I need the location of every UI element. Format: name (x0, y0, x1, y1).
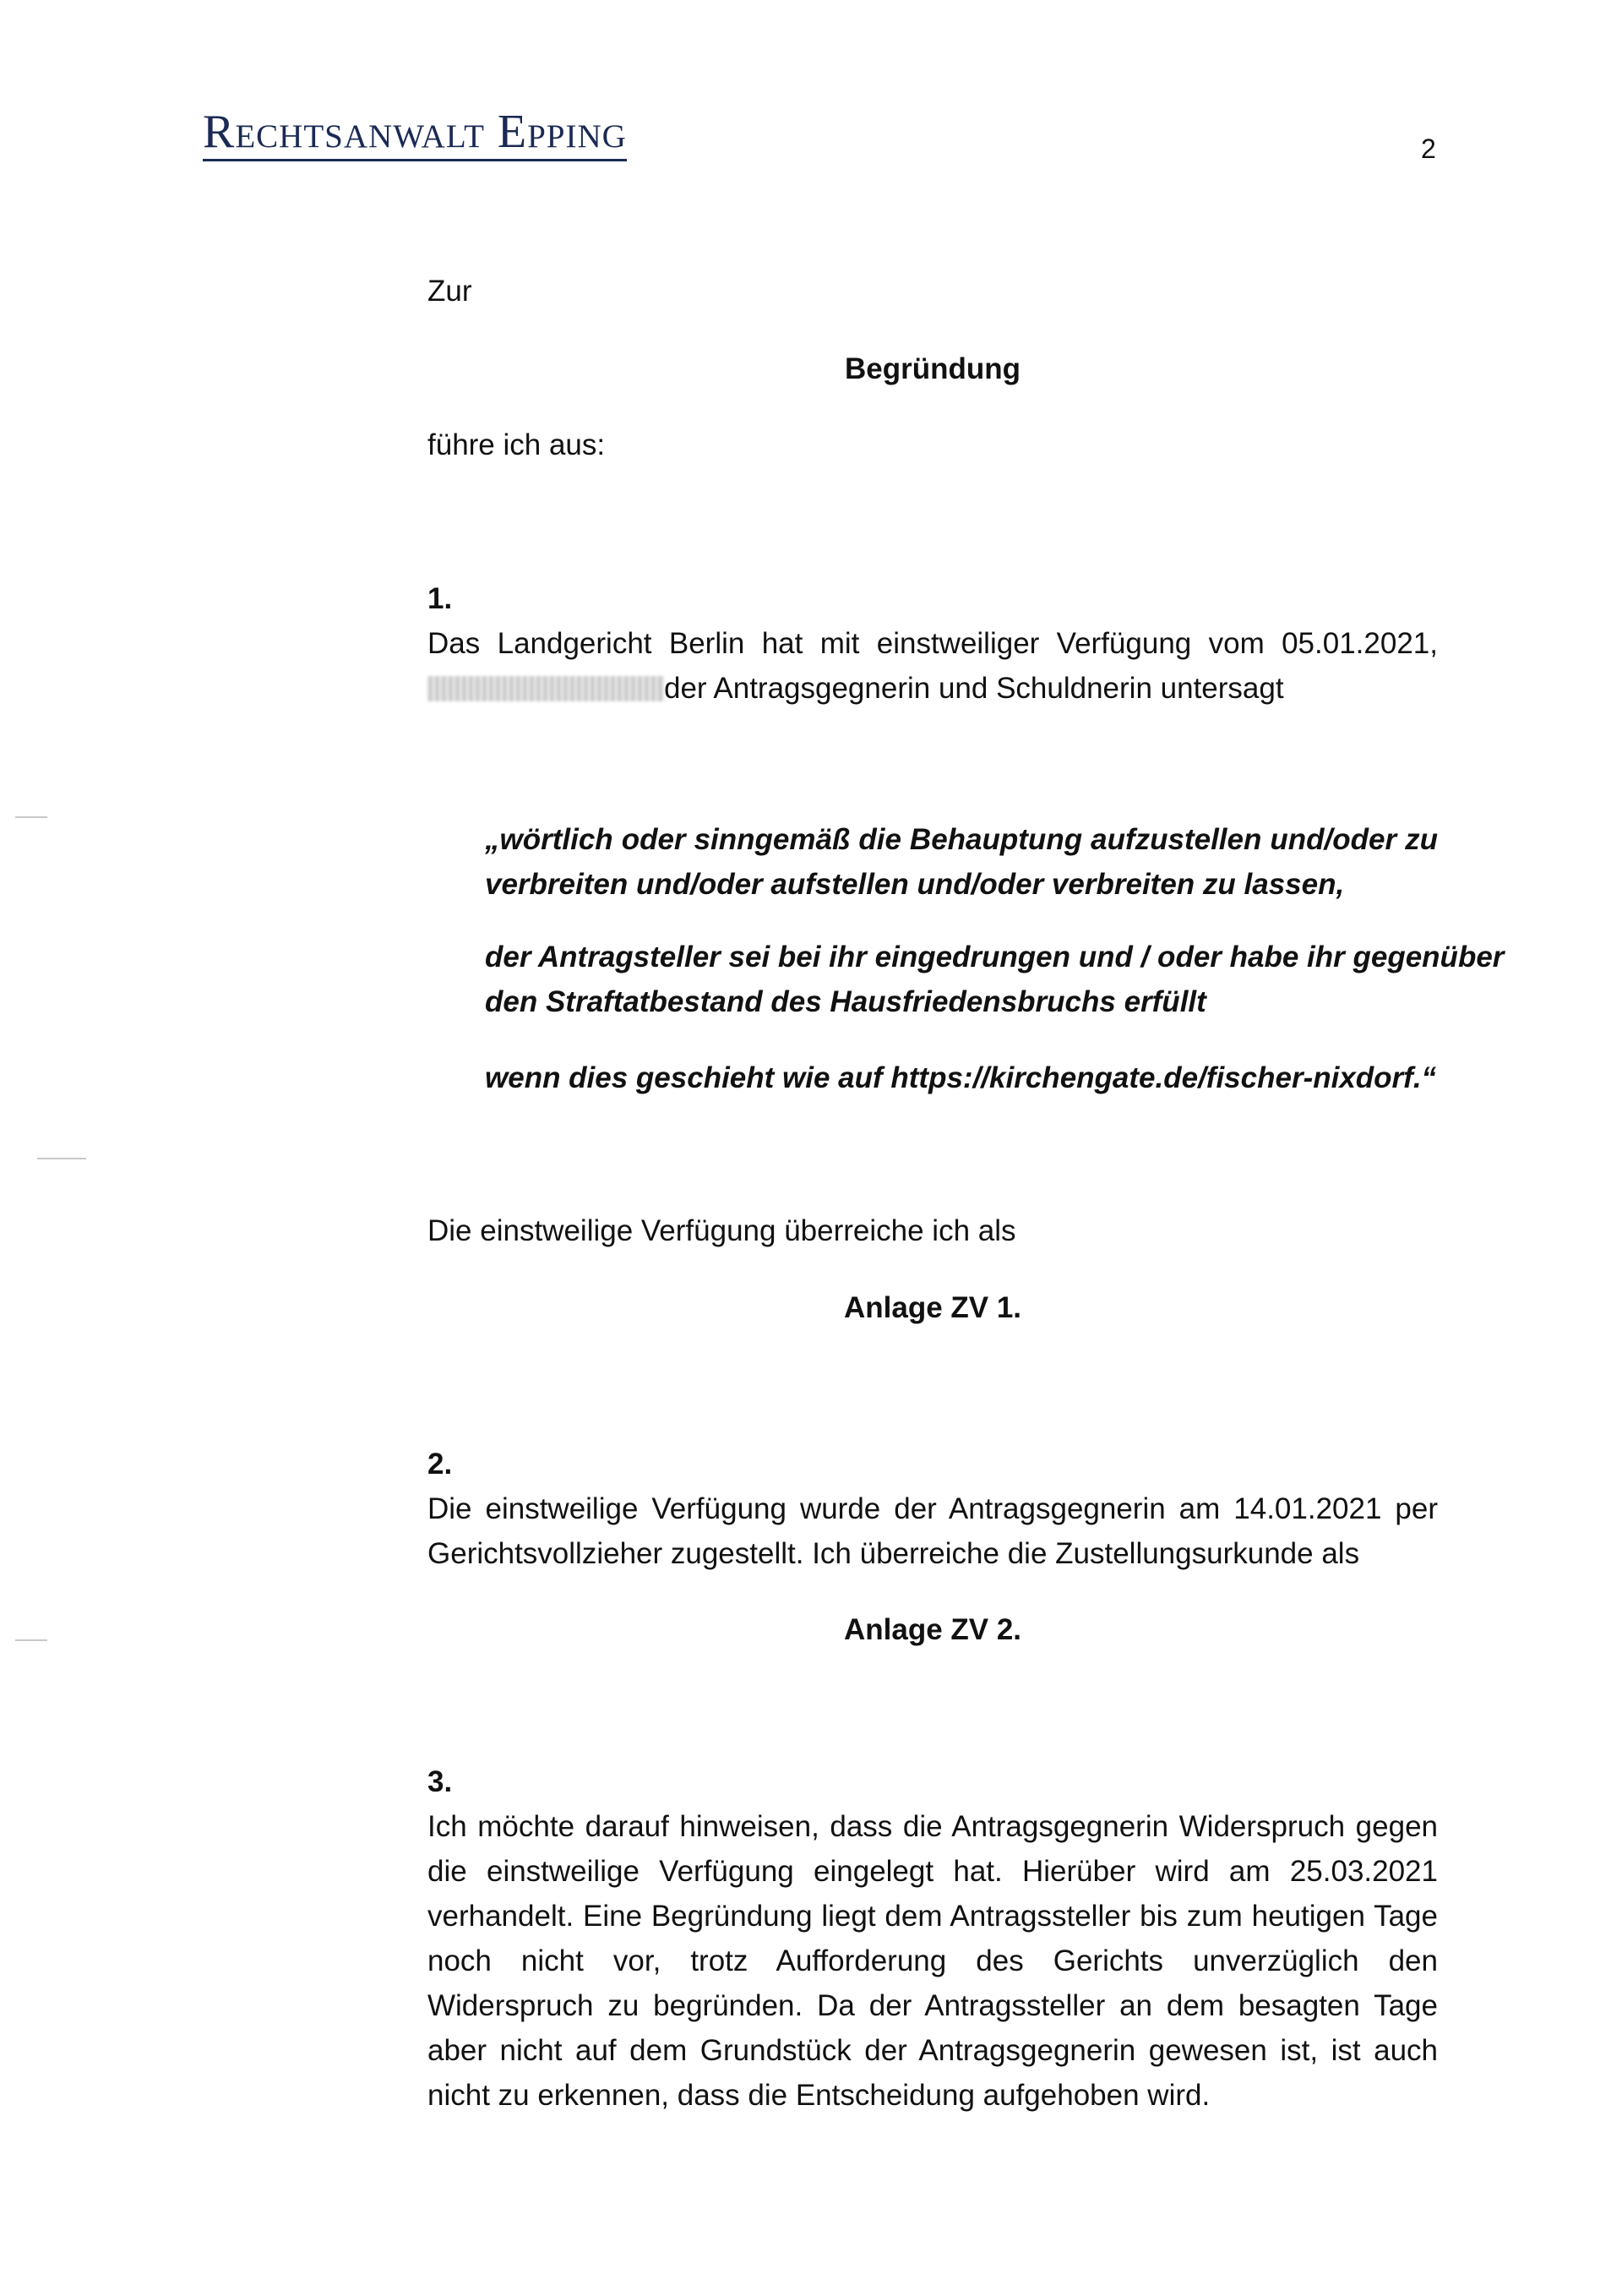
section-2-number: 2. (427, 1448, 453, 1481)
section-3-line: Widerspruch zu begründen. Da der Antragssteller an dem besagten Tage (427, 1989, 1438, 2022)
section-3-line: verhandelt. Eine Begründung liegt dem Antragssteller bis zum heutigen Tage (427, 1900, 1438, 1933)
section-3-line: nicht zu erkennen, dass die Entscheidung aufgehoben wird. (427, 2079, 1211, 2112)
exhibit-label: Anlage ZV 1. (843, 1291, 1022, 1324)
letterhead-firm-name: Rechtsanwalt Epping (203, 108, 627, 161)
quote-line: wenn dies geschieht wie auf https://kirchengate.de/fischer-nixdorf.“ (485, 1061, 1437, 1094)
quote-line: „wörtlich oder sinngemäß die Behauptung aufzustellen und/oder zu (485, 823, 1438, 856)
section-1-line-2 (427, 666, 1284, 711)
margin-mark (37, 1158, 86, 1159)
redacted-text (427, 676, 664, 701)
quote-line: den Straftatbestand des Hausfriedensbruchs erfüllt (485, 985, 1206, 1018)
quote-line: verbreiten und/oder aufstellen und/oder verbreiten zu lassen, (485, 868, 1345, 901)
section-2-line: Die einstweilige Verfügung wurde der Antragsgegnerin am 14.01.2021 per (427, 1492, 1438, 1525)
section-1-line-1: Das Landgericht Berlin hat mit einstweiliger Verfügung vom 05.01.2021, (427, 627, 1438, 660)
section-3-line: die einstweilige Verfügung eingelegt hat. Hierüber wird am 25.03.2021 (427, 1855, 1438, 1888)
section-title: Begründung (844, 352, 1021, 385)
section-1-number: 1. (427, 582, 453, 615)
intro-zur: Zur (427, 275, 472, 308)
section-1-submit-text: Die einstweilige Verfügung überreiche ich als (427, 1214, 1016, 1247)
section-3-line: Ich möchte darauf hinweisen, dass die Antragsgegnerin Widerspruch gegen (427, 1810, 1438, 1843)
section-2-line: Gerichtsvollzieher zugestellt. Ich überreiche die Zustellungsurkunde als (427, 1537, 1360, 1570)
quote-line: der Antragsteller sei bei ihr eingedrungen und / oder habe ihr gegenüber (485, 941, 1505, 973)
section-3-line: noch nicht vor, trotz Aufforderung des Gerichts unverzüglich den (427, 1944, 1438, 1977)
page-number: 2 (1421, 134, 1436, 164)
exhibit-label: Anlage ZV 2. (843, 1613, 1022, 1646)
intro-lead: führe ich aus: (427, 428, 606, 461)
section-3-number: 3. (427, 1765, 453, 1798)
margin-mark (15, 1639, 47, 1641)
section-1-line-2-text: der Antragsgegnerin und Schuldnerin untersagt (664, 672, 1284, 705)
margin-mark (15, 816, 47, 818)
section-3-line: aber nicht auf dem Grundstück der Antragsgegnerin gewesen ist, ist auch (427, 2034, 1438, 2067)
